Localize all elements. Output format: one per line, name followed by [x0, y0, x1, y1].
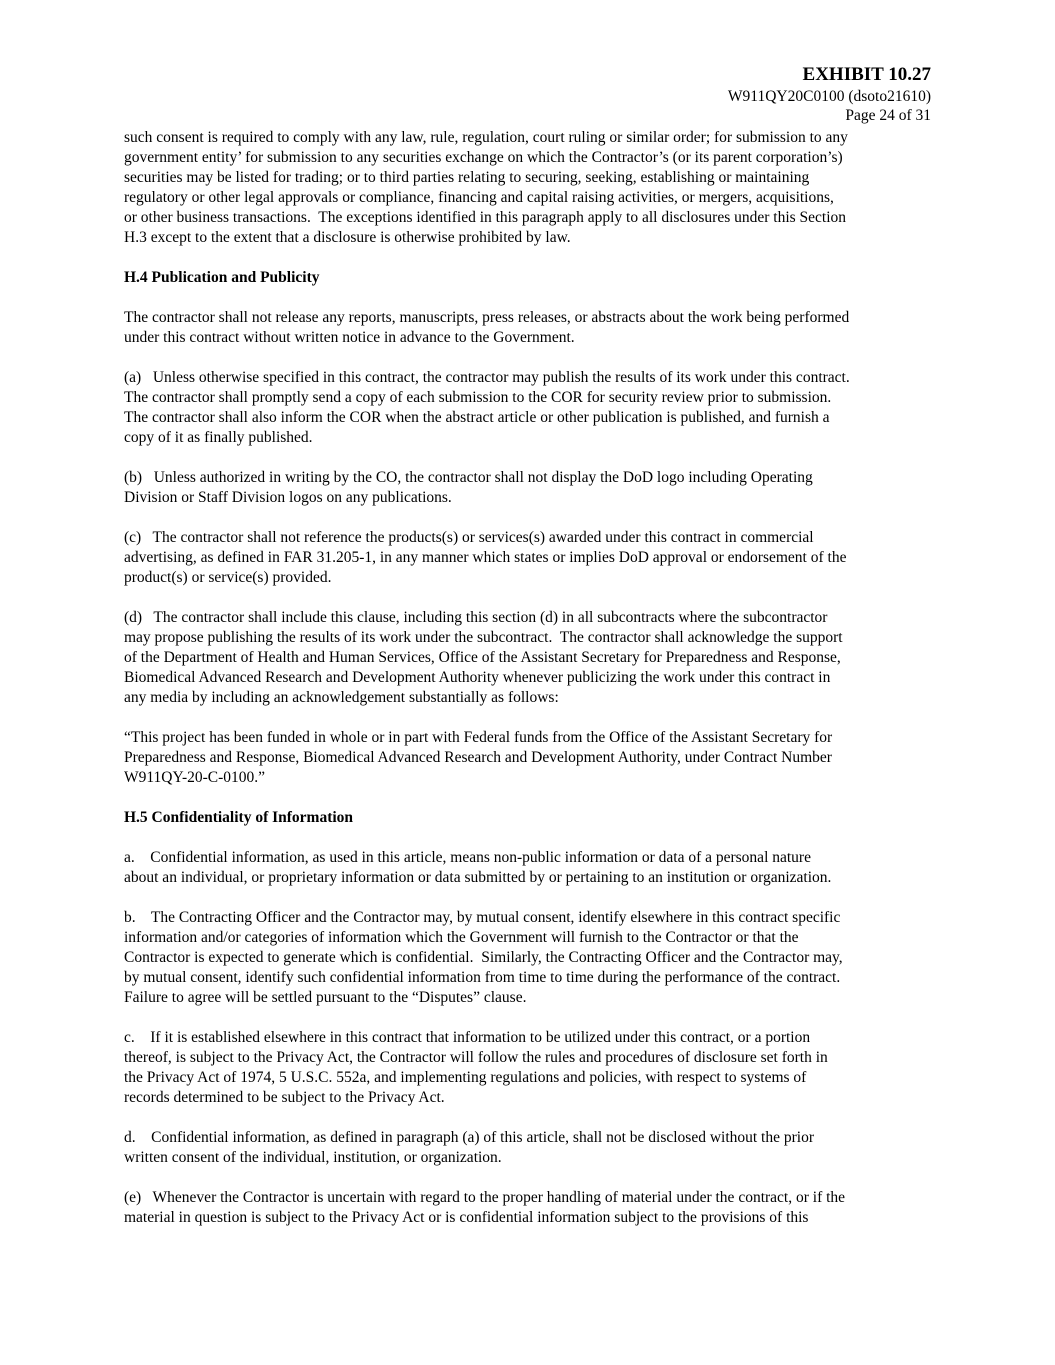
paragraph — [124, 308, 934, 348]
section-heading: H.5 Confidentiality of Information — [124, 809, 354, 826]
text-line: about an individual, or proprietary information or data submitted by or pertaining to an institution or organization. — [124, 869, 832, 886]
text-line: or other business transactions. The exceptions identified in this paragraph apply to all disclosures under this Section — [124, 209, 847, 226]
page-number: Page 24 of 31 — [845, 107, 931, 124]
text-line: H.3 except to the extent that a disclosure is otherwise prohibited by law. — [124, 229, 571, 246]
text-line: (c) The contractor shall not reference the products(s) or services(s) awarded under this contract in commercial — [124, 529, 814, 546]
text-line: securities may be listed for trading; or to third parties relating to securing, seeking, establishing or maintaining — [124, 169, 810, 186]
text-line: copy of it as finally published. — [124, 429, 313, 446]
text-line: thereof, is subject to the Privacy Act, the Contractor will follow the rules and procedures of disclosure set forth in — [124, 1049, 828, 1066]
text-line: d. Confidential information, as defined in paragraph (a) of this article, shall not be disclosed without the prior — [124, 1129, 814, 1146]
text-line: The contractor shall not release any reports, manuscripts, press releases, or abstracts about the work being performed — [124, 309, 850, 326]
text-line: (b) Unless authorized in writing by the CO, the contractor shall not display the DoD logo including Operating — [124, 469, 813, 486]
paragraph — [124, 728, 934, 788]
text-line: any media by including an acknowledgement substantially as follows: — [124, 689, 559, 706]
text-line: material in question is subject to the Privacy Act or is confidential information subject to the provisions of this — [124, 1209, 809, 1226]
contract-id: W911QY20C0100 (dsoto21610) — [727, 88, 931, 105]
paragraph — [124, 1028, 934, 1108]
text-line: under this contract without written notice in advance to the Government. — [124, 329, 575, 346]
text-line: Preparedness and Response, Biomedical Advanced Research and Development Authority, under Contract Number — [124, 749, 832, 766]
text-line: c. If it is established elsewhere in this contract that information to be utilized under this contract, or a portion — [124, 1029, 811, 1046]
text-line: Contractor is expected to generate which is confidential. Similarly, the Contracting Officer and the Contractor may, — [124, 949, 843, 966]
paragraph — [124, 468, 934, 508]
text-line: b. The Contracting Officer and the Contractor may, by mutual consent, identify elsewhere in this contract specific — [124, 909, 841, 926]
text-line: advertising, as defined in FAR 31.205-1, in any manner which states or implies DoD approval or endorsement of the — [124, 549, 847, 566]
text-line: may propose publishing the results of its work under the subcontract. The contractor shall acknowledge the support — [124, 629, 843, 646]
text-line: by mutual consent, identify such confidential information from time to time during the performance of the contract. — [124, 969, 841, 986]
paragraph — [124, 608, 934, 708]
text-line: (d) The contractor shall include this clause, including this section (d) in all subcontracts where the subcontractor — [124, 609, 828, 626]
document-body — [124, 128, 934, 1248]
text-line: regulatory or other legal approvals or compliance, financing and capital raising activities, or mergers, acquisitions, — [124, 189, 834, 206]
paragraph — [124, 528, 934, 588]
text-line: written consent of the individual, institution, or organization. — [124, 1149, 502, 1166]
text-line: (e) Whenever the Contractor is uncertain with regard to the proper handling of material under the contract, or if the — [124, 1189, 846, 1206]
text-line: “This project has been funded in whole or in part with Federal funds from the Office of the Assistant Secretary for — [124, 729, 833, 746]
text-line: Failure to agree will be settled pursuant to the “Disputes” clause. — [124, 989, 527, 1006]
section-heading: H.4 Publication and Publicity — [124, 269, 320, 286]
text-line: records determined to be subject to the Privacy Act. — [124, 1089, 445, 1106]
text-line: the Privacy Act of 1974, 5 U.S.C. 552a, and implementing regulations and policies, with respect to systems of — [124, 1069, 807, 1086]
page-header — [728, 63, 931, 125]
text-line: government entity’ for submission to any securities exchange on which the Contractor’s (or its parent corporation’s) — [124, 149, 843, 166]
text-line: The contractor shall also inform the COR when the abstract article or other publication is published, and furnish a — [124, 409, 830, 426]
paragraph — [124, 908, 934, 1008]
paragraph — [124, 368, 934, 448]
text-line: information and/or categories of information which the Government will furnish to the Contractor or that the — [124, 929, 799, 946]
text-line: W911QY-20-C-0100.” — [124, 769, 266, 786]
paragraph — [124, 128, 934, 248]
text-line: (a) Unless otherwise specified in this contract, the contractor may publish the results of its work under this contract. — [124, 369, 850, 386]
text-line: such consent is required to comply with any law, rule, regulation, court ruling or similar order; for submission to any — [124, 129, 848, 146]
text-line: Biomedical Advanced Research and Development Authority whenever publicizing the work under this contract in — [124, 669, 831, 686]
text-line: product(s) or service(s) provided. — [124, 569, 332, 586]
text-line: of the Department of Health and Human Services, Office of the Assistant Secretary for Preparedness and Response, — [124, 649, 841, 666]
paragraph — [124, 1188, 934, 1228]
text-line: The contractor shall promptly send a copy of each submission to the COR for security review prior to submission. — [124, 389, 832, 406]
exhibit-label: EXHIBIT 10.27 — [802, 64, 931, 85]
paragraph — [124, 1128, 934, 1168]
text-line: Division or Staff Division logos on any publications. — [124, 489, 452, 506]
text-line: a. Confidential information, as used in this article, means non-public information or data of a personal nature — [124, 849, 811, 866]
paragraph — [124, 848, 934, 888]
